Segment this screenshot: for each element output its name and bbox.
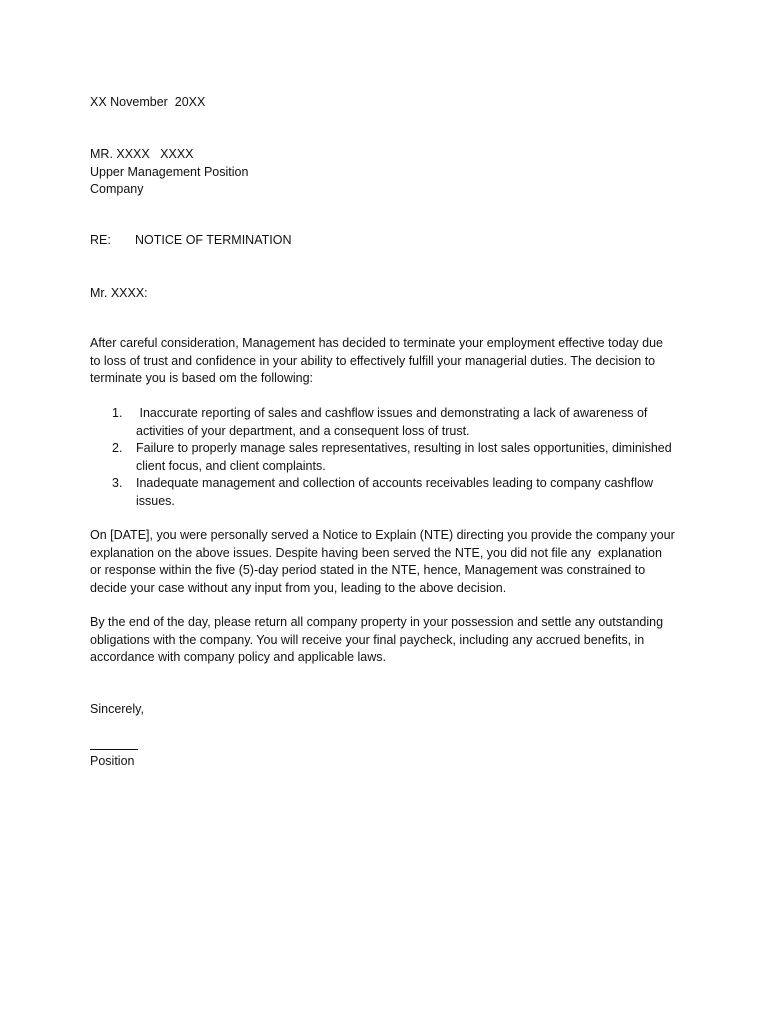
signature-position: Position — [90, 754, 135, 768]
sign-off: Sincerely, — [90, 702, 144, 716]
list-item-line: Inaccurate reporting of sales and cashflow issues and demonstrating a lack of awareness of — [136, 406, 648, 420]
list-item-line: activities of your department, and a consequent loss of trust. — [136, 423, 470, 438]
intro-line: terminate you is based om the following: — [90, 371, 314, 385]
list-number: 1. — [112, 406, 123, 420]
nte-line: decide your case without any input from you, leading to the above decision. — [90, 580, 507, 595]
list-item — [90, 440, 690, 475]
recipient-position: Upper Management Position — [90, 164, 249, 179]
intro-paragraph — [90, 335, 690, 388]
intro-line: to loss of trust and confidence in your ability to effectively fulfill your managerial duties. The decision to — [90, 353, 656, 368]
list-item — [90, 475, 690, 510]
list-number: 3. — [112, 476, 123, 490]
signature-line — [90, 736, 138, 750]
list-item-line: Inadequate management and collection of accounts receivables leading to company cashflow — [136, 476, 653, 490]
list-item-line: Failure to properly manage sales representatives, resulting in lost sales opportunities, diminished — [136, 441, 672, 455]
reasons-list — [90, 405, 690, 510]
list-item-line: issues. — [136, 493, 175, 508]
salutation: Mr. XXXX: — [90, 286, 148, 300]
subject-text: NOTICE OF TERMINATION — [135, 233, 292, 247]
closing-paragraph — [90, 614, 690, 667]
list-item-line: client focus, and client complaints. — [136, 458, 326, 473]
recipient-company: Company — [90, 182, 144, 196]
letter-date: XX November 20XX — [90, 95, 206, 109]
closing-line: accordance with company policy and applicable laws. — [90, 650, 386, 664]
nte-line: explanation on the above issues. Despite having been served the NTE, you did not file any explanation — [90, 545, 662, 560]
list-number: 2. — [112, 441, 123, 455]
subject-label: RE: — [90, 233, 111, 247]
recipient-name: MR. XXXX XXXX — [90, 147, 194, 161]
nte-line: On [DATE], you were personally served a Notice to Explain (NTE) directing you provide the company your — [90, 528, 675, 542]
nte-paragraph — [90, 527, 690, 597]
recipient-block — [90, 146, 690, 199]
intro-line: After careful consideration, Management has decided to terminate your employment effective today due — [90, 336, 664, 350]
closing-line: By the end of the day, please return all company property in your possession and settle any outstanding — [90, 615, 664, 629]
nte-line: or response within the five (5)-day period stated in the NTE, hence, Management was constrained to — [90, 563, 646, 577]
list-item — [90, 405, 690, 440]
closing-line: obligations with the company. You will receive your final paycheck, including any accrued benefits, in — [90, 632, 645, 647]
